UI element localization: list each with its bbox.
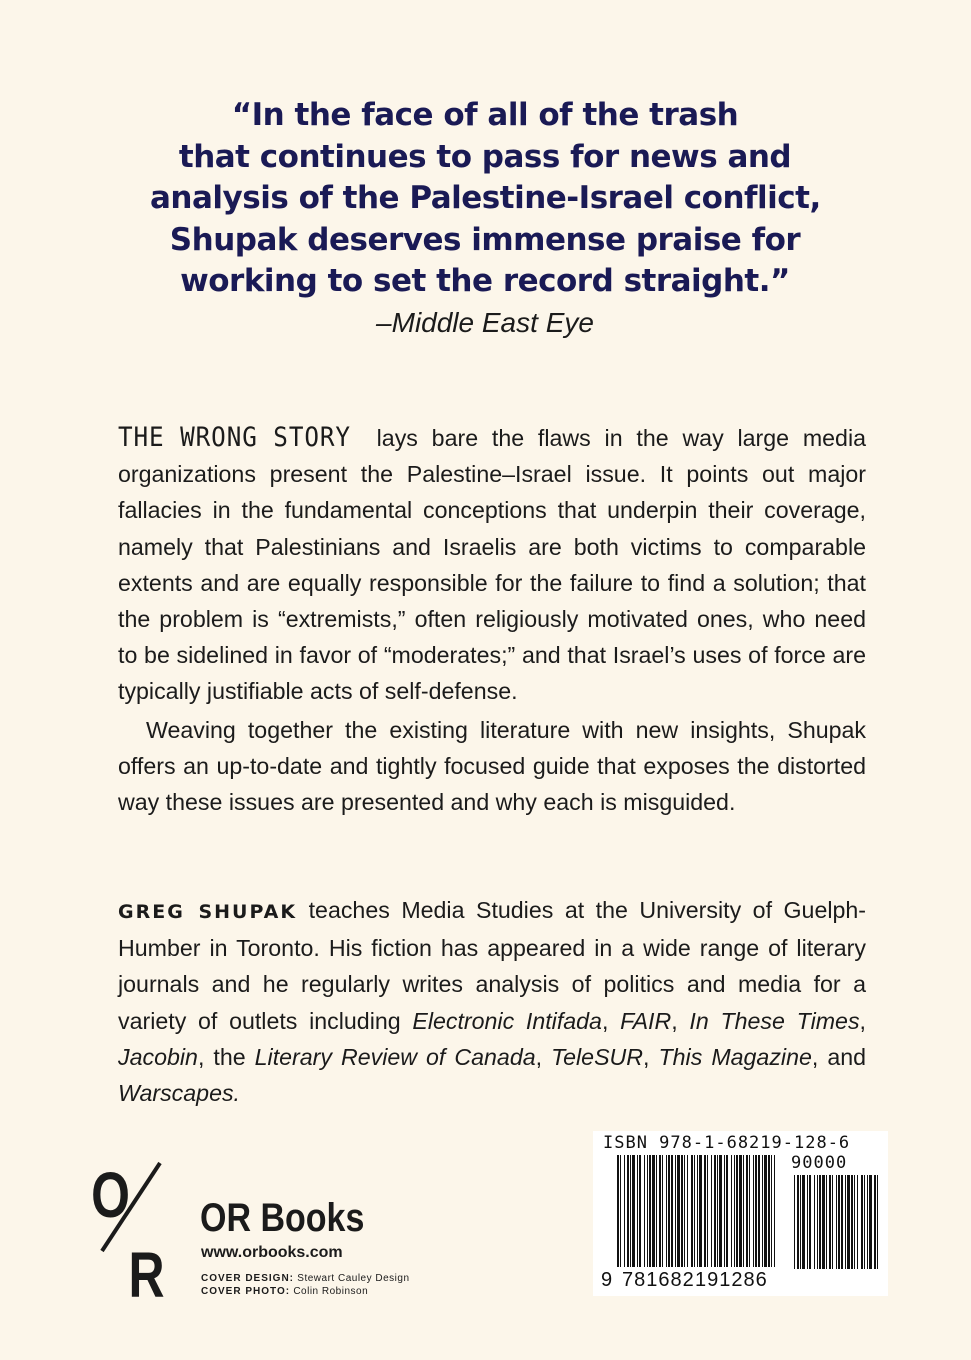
addon-bar: [809, 1175, 811, 1269]
separator: ,: [643, 1043, 659, 1070]
barcode-bar: [617, 1155, 619, 1267]
separator: , and: [811, 1043, 867, 1070]
barcode-bar: [632, 1155, 635, 1267]
cover-photo-credit: [201, 1286, 410, 1299]
quote-line: “In the face of all of the trash: [231, 97, 739, 133]
separator: ,: [859, 1007, 866, 1034]
addon-bar: [874, 1175, 876, 1269]
barcode-bar: [687, 1155, 688, 1267]
outlet-name: TeleSUR: [551, 1043, 644, 1070]
barcode-bar: [711, 1155, 712, 1267]
barcode-bar: [694, 1155, 695, 1267]
addon-bar: [851, 1175, 853, 1269]
or-books-logo: [88, 1155, 172, 1305]
barcode-bar: [724, 1155, 725, 1267]
addon-bar: [861, 1175, 863, 1269]
barcode-bar: [624, 1155, 625, 1267]
isbn-number: ISBN 978-1-68219-128-6: [603, 1133, 851, 1153]
book-title-lead: THE WRONG STORY: [118, 422, 351, 453]
outlet-name: Literary Review of Canada: [254, 1043, 536, 1070]
barcode-bar: [746, 1155, 748, 1267]
quote-line: Shupak deserves immense praise for: [169, 221, 801, 258]
cover-credits: [201, 1273, 410, 1298]
addon-bar: [832, 1175, 833, 1269]
barcode-bar: [771, 1155, 772, 1267]
logo-letter-r: R: [128, 1240, 165, 1305]
barcode-bar: [668, 1155, 670, 1267]
barcode-bar: [630, 1155, 631, 1267]
barcode-bar: [758, 1155, 760, 1267]
barcode-bar: [666, 1155, 667, 1267]
addon-bar: [797, 1175, 799, 1269]
author-name: GREG SHUPAK: [118, 901, 298, 923]
addon-bar: [864, 1175, 865, 1269]
barcode-bar: [649, 1155, 651, 1267]
addon-bar: [829, 1175, 831, 1269]
barcode-bar: [656, 1155, 657, 1267]
barcode-bar: [671, 1155, 673, 1267]
addon-bar: [847, 1175, 850, 1269]
barcode-bar: [755, 1155, 757, 1267]
barcode-bar: [704, 1155, 706, 1267]
barcode-bar: [699, 1155, 702, 1267]
barcode-bar: [768, 1155, 770, 1267]
outlet-name: Warscapes.: [118, 1080, 240, 1107]
barcode-bar: [684, 1155, 685, 1267]
outlet-name: Electronic Intifada: [412, 1007, 602, 1034]
barcode-bar: [627, 1155, 629, 1267]
addon-bar: [817, 1175, 818, 1269]
barcode-bar: [707, 1155, 708, 1267]
barcode-bar: [681, 1155, 683, 1267]
logo-letter-o: O: [91, 1160, 130, 1232]
quote-line: that continues to pass for news and: [178, 138, 792, 175]
barcode-bar: [731, 1155, 732, 1267]
barcode-bar: [697, 1155, 698, 1267]
outlet-name: In These Times: [689, 1007, 860, 1034]
description-paragraph-1: [118, 420, 866, 710]
barcode-bar: [739, 1155, 742, 1267]
addon-bar: [819, 1175, 821, 1269]
barcode-bar: [637, 1155, 638, 1267]
description-text-1: lays bare the flaws in the way large media organizations present the Palestine–Israel issue. It points out major fallacies in the fundamental conceptions that underpin their coverage, namely that Palestinians and Israelis are both victims to comparable extents and are equally responsible for the failure to find a solution; that the problem is “extremists,” often religiously motivated ones, who need to be sidelined in favor of “moderates;” and that Israel’s uses of force are typically justifiable acts of self-defense.: [118, 425, 866, 705]
addon-bar: [800, 1175, 801, 1269]
ean-right-digits: 191286: [695, 1269, 768, 1291]
addon-bar: [869, 1175, 872, 1269]
barcode-bar: [743, 1155, 744, 1267]
barcode-bar: [644, 1155, 645, 1267]
outlet-name: This Magazine: [658, 1043, 812, 1070]
barcode-bar: [734, 1155, 735, 1267]
addon-bar: [841, 1175, 843, 1269]
addon-bar: [814, 1175, 815, 1269]
pull-quote: [150, 95, 820, 303]
credit-label: COVER PHOTO:: [201, 1285, 291, 1297]
barcode-bar: [753, 1155, 754, 1267]
addon-number: 90000: [791, 1153, 848, 1173]
separator: , the: [197, 1043, 255, 1070]
barcode-bar: [749, 1155, 750, 1267]
addon-bar: [802, 1175, 805, 1269]
description-paragraph-2: Weaving together the existing literature with new insights, Shupak offers an up-to-date and tightly focused guide that exposes the distorted way these issues are presented and why each is misguided.: [118, 717, 866, 816]
separator: ,: [671, 1007, 690, 1034]
addon-bar: [822, 1175, 825, 1269]
addon-bar: [845, 1175, 846, 1269]
quote-line: working to set the record straight.”: [180, 263, 790, 299]
publisher-name: OR Books: [200, 1196, 365, 1240]
barcode-bar: [726, 1155, 728, 1267]
addon-bar: [826, 1175, 827, 1269]
addon-bar: [807, 1175, 808, 1269]
addon-bar: [867, 1175, 868, 1269]
outlet-name: FAIR: [620, 1007, 672, 1034]
separator: ,: [535, 1043, 552, 1070]
barcode-bar: [659, 1155, 661, 1267]
barcode-bar: [719, 1155, 722, 1267]
publisher-url: www.orbooks.com: [201, 1244, 343, 1261]
credit-label: COVER DESIGN:: [201, 1273, 295, 1284]
ean-left-digits: 781682: [622, 1269, 695, 1291]
barcode-bar: [647, 1155, 648, 1267]
barcode-bar: [764, 1155, 767, 1267]
addon-bar: [877, 1175, 878, 1269]
credit-value: Stewart Cauley Design: [297, 1273, 410, 1284]
barcode-bar: [652, 1155, 655, 1267]
addon-bar: [857, 1175, 858, 1269]
isbn-barcode: [593, 1131, 888, 1296]
barcode-bar: [762, 1155, 763, 1267]
barcode-bar: [675, 1155, 676, 1267]
addon-bar: [794, 1175, 795, 1269]
quote-attribution: –Middle East Eye: [376, 307, 594, 338]
barcode-bar: [714, 1155, 716, 1267]
addon-bar: [838, 1175, 840, 1269]
credit-value: Colin Robinson: [293, 1285, 369, 1297]
barcode-bar: [717, 1155, 718, 1267]
barcode-bar: [774, 1155, 775, 1267]
barcode-bar: [736, 1155, 738, 1267]
addon-bar: [836, 1175, 837, 1269]
bio-text: teaches Media Studies at the University of Guelph-Humber in Toronto. His fiction has appeared in a wide range of literary journals and he regularly writes analysis of politics and media for a variety of outlets including: [118, 897, 867, 1034]
outlet-name: Jacobin: [118, 1043, 198, 1070]
cover-design-credit: [201, 1273, 410, 1286]
barcode-bar: [691, 1155, 693, 1267]
ean-first-digit: 9: [601, 1269, 613, 1291]
barcode-bar: [662, 1155, 663, 1267]
barcode-bar: [620, 1155, 621, 1267]
separator: ,: [601, 1007, 621, 1034]
author-bio: [118, 892, 866, 1111]
quote-line: analysis of the Palestine-Israel conflict,: [150, 180, 821, 216]
barcode-bar: [677, 1155, 680, 1267]
addon-bar: [854, 1175, 855, 1269]
barcode-bar: [639, 1155, 641, 1267]
